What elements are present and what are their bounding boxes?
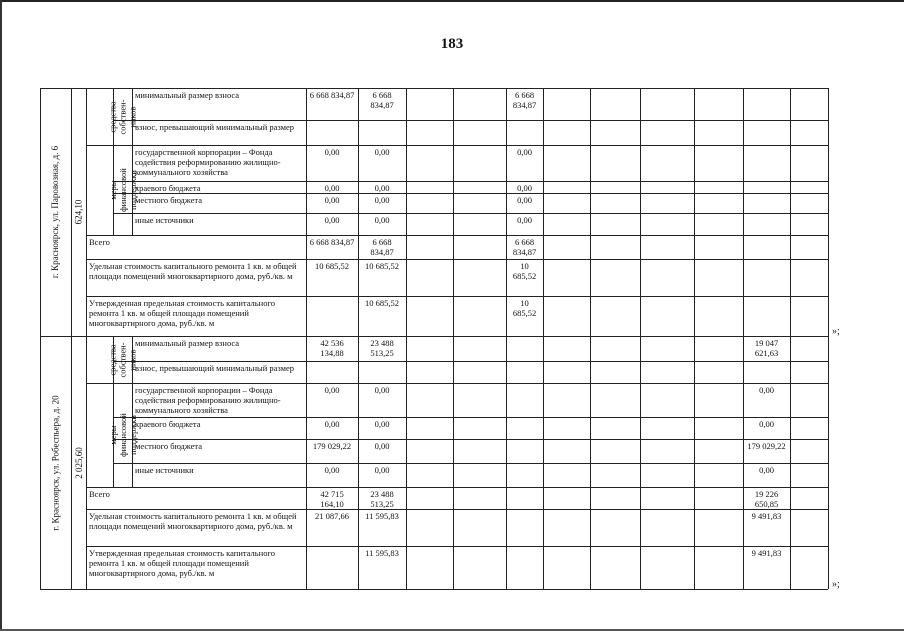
house-area-cell <box>71 88 86 336</box>
table-rule <box>86 336 87 589</box>
owners-funds-label: средства собствен-ников <box>107 99 138 134</box>
total-cost-value: 0,00 <box>324 183 340 193</box>
table-rule <box>113 193 828 194</box>
table-rule <box>86 145 828 146</box>
owners-funds-label: средства собствен-ников <box>107 342 138 377</box>
row-label: государственной корпорации – Фонда содействия реформированию жилищно-коммунального хозяйства <box>135 385 281 415</box>
table-rule <box>590 336 591 589</box>
owners-funds-label-cell <box>107 88 138 145</box>
total-cost-value: 6 668 834,87 <box>309 90 355 100</box>
table-rule <box>86 235 828 236</box>
row-label: Удельная стоимость капитального ремонта 1 кв. м общей площади помещений многоквартирного дома, руб./кв. м <box>89 261 297 281</box>
table-rule <box>306 336 307 589</box>
table-rule <box>453 88 454 336</box>
year-value: 9 491,83 <box>751 548 782 558</box>
row-label: минимальный размер взноса <box>135 90 240 100</box>
year-value: 0,00 <box>759 385 774 395</box>
financial-support-label: меры финансовой поддержки <box>107 168 138 212</box>
year-value: 0,00 <box>517 183 532 193</box>
table-rule <box>743 336 744 589</box>
table-rule <box>743 88 744 336</box>
year-value: 0,00 <box>374 183 390 193</box>
row-label: взнос, превышающий минимальный размер <box>135 363 295 373</box>
year-value: 6 668 834,87 <box>512 90 537 110</box>
table-rule <box>406 336 407 589</box>
table-rule <box>113 417 828 418</box>
year-value: 10 685,52 <box>365 261 399 271</box>
total-cost-value: 0,00 <box>324 195 340 205</box>
total-cost-value: 42 536 134,88 <box>320 338 344 358</box>
row-label: местного бюджета <box>135 441 202 451</box>
year-value: 0,00 <box>374 215 390 225</box>
financial-support-label-cell <box>107 383 138 487</box>
year-value: 0,00 <box>374 147 390 157</box>
year-value: 0,00 <box>759 465 774 475</box>
house-address-cell <box>40 88 71 336</box>
total-cost-value: 42 715 164,10 <box>320 489 344 509</box>
table-rule <box>40 589 828 590</box>
table-rule <box>86 509 828 510</box>
table-rule <box>694 88 695 336</box>
year-value: 0,00 <box>759 419 774 429</box>
table-rule <box>640 88 641 336</box>
row-label: минимальный размер взноса <box>135 338 240 348</box>
financial-support-label: меры финансовой поддержки <box>107 413 138 457</box>
house-area: 2 025,60 <box>73 446 84 479</box>
row-label: Удельная стоимость капитального ремонта 1 кв. м общей площади помещений многоквартирного дома, руб./кв. м <box>89 511 297 531</box>
table-rule <box>590 88 591 336</box>
table-rule <box>790 88 791 336</box>
table-rule <box>86 259 828 260</box>
year-value: 19 047 621,63 <box>754 338 779 358</box>
year-value: 0,00 <box>374 419 390 429</box>
table-rule <box>790 336 791 589</box>
year-value: 0,00 <box>517 215 532 225</box>
table-rule <box>113 213 828 214</box>
total-cost-value: 10 685,52 <box>315 261 349 271</box>
year-value: 0,00 <box>517 195 532 205</box>
table-rule <box>40 88 828 89</box>
house-address: г. Красноярск, ул. Робеспьера, д. 20 <box>50 394 61 531</box>
year-value: 0,00 <box>374 441 390 451</box>
table-rule <box>86 88 87 336</box>
table-rule <box>86 487 828 488</box>
year-value: 9 491,83 <box>751 511 782 521</box>
year-value: 11 595,83 <box>365 511 399 521</box>
table-rule <box>306 88 307 336</box>
year-value: 10 685,52 <box>512 298 537 318</box>
table-rule <box>86 296 828 297</box>
year-value: 0,00 <box>374 465 390 475</box>
row-label: иные источники <box>135 465 194 475</box>
year-value: 0,00 <box>517 147 532 157</box>
table-rule <box>506 336 507 589</box>
year-value: 6 668 834,87 <box>370 237 394 257</box>
table-rule <box>506 88 507 336</box>
year-value: 19 226 650,85 <box>754 489 779 509</box>
table-rule <box>40 336 828 337</box>
year-value: 10 685,52 <box>365 298 399 308</box>
year-value: 0,00 <box>374 385 390 395</box>
row-label: Всего <box>89 489 110 499</box>
page-number: 183 <box>440 36 464 52</box>
table-rule <box>406 88 407 336</box>
year-value: 179 029,22 <box>747 441 786 451</box>
row-label: взнос, превышающий минимальный размер <box>135 122 295 132</box>
table-rule <box>113 439 828 440</box>
table-rule <box>358 336 359 589</box>
year-value: 23 488 513,25 <box>370 489 394 509</box>
year-value: 6 668 834,87 <box>512 237 537 257</box>
total-cost-value: 21 087,66 <box>315 511 349 521</box>
total-cost-value: 179 029,22 <box>312 441 352 451</box>
year-value: 0,00 <box>374 195 390 205</box>
closing-quote: »; <box>832 326 840 337</box>
table-rule <box>640 336 641 589</box>
row-label: государственной корпорации – Фонда содействия реформированию жилищно-коммунального хозяйства <box>135 147 281 177</box>
table-rule <box>828 336 829 589</box>
table-rule <box>113 361 828 362</box>
table-rule <box>694 336 695 589</box>
total-cost-value: 0,00 <box>324 419 340 429</box>
year-value: 6 668 834,87 <box>370 90 394 110</box>
financial-support-label-cell <box>107 145 138 235</box>
house-address: г. Красноярск, ул. Паровозная, д. 6 <box>50 145 61 279</box>
year-value: 11 595,83 <box>365 548 399 558</box>
total-cost-value: 6 668 834,87 <box>309 237 355 247</box>
total-cost-value: 0,00 <box>324 215 340 225</box>
row-label: иные источники <box>135 215 194 225</box>
row-label: Утвержденная предельная стоимость капитального ремонта 1 кв. м общей площади помещений многоквартирного дома, руб./кв. м <box>89 548 275 578</box>
table-rule <box>358 88 359 336</box>
row-label: Утвержденная предельная стоимость капитального ремонта 1 кв. м общей площади помещений многоквартирного дома, руб./кв. м <box>89 298 275 328</box>
year-value: 10 685,52 <box>512 261 537 281</box>
table-rule <box>543 88 544 336</box>
total-cost-value: 0,00 <box>324 465 340 475</box>
table-rule <box>113 120 828 121</box>
table-rule <box>113 181 828 182</box>
row-label: местного бюджета <box>135 195 202 205</box>
row-label: краевого бюджета <box>135 183 201 193</box>
row-label: Всего <box>89 237 110 247</box>
total-cost-value: 0,00 <box>324 385 340 395</box>
table-rule <box>113 463 828 464</box>
table-rule <box>828 88 829 336</box>
house-address-cell <box>40 336 71 589</box>
house-area-cell <box>71 336 86 589</box>
row-label: краевого бюджета <box>135 419 201 429</box>
house-area: 624,10 <box>73 199 84 225</box>
closing-quote: »; <box>832 579 840 590</box>
year-value: 23 488 513,25 <box>370 338 394 358</box>
table-rule <box>86 383 828 384</box>
table-rule <box>86 546 828 547</box>
table-rule <box>543 336 544 589</box>
total-cost-value: 0,00 <box>324 147 340 157</box>
table-rule <box>453 336 454 589</box>
owners-funds-label-cell <box>107 336 138 383</box>
